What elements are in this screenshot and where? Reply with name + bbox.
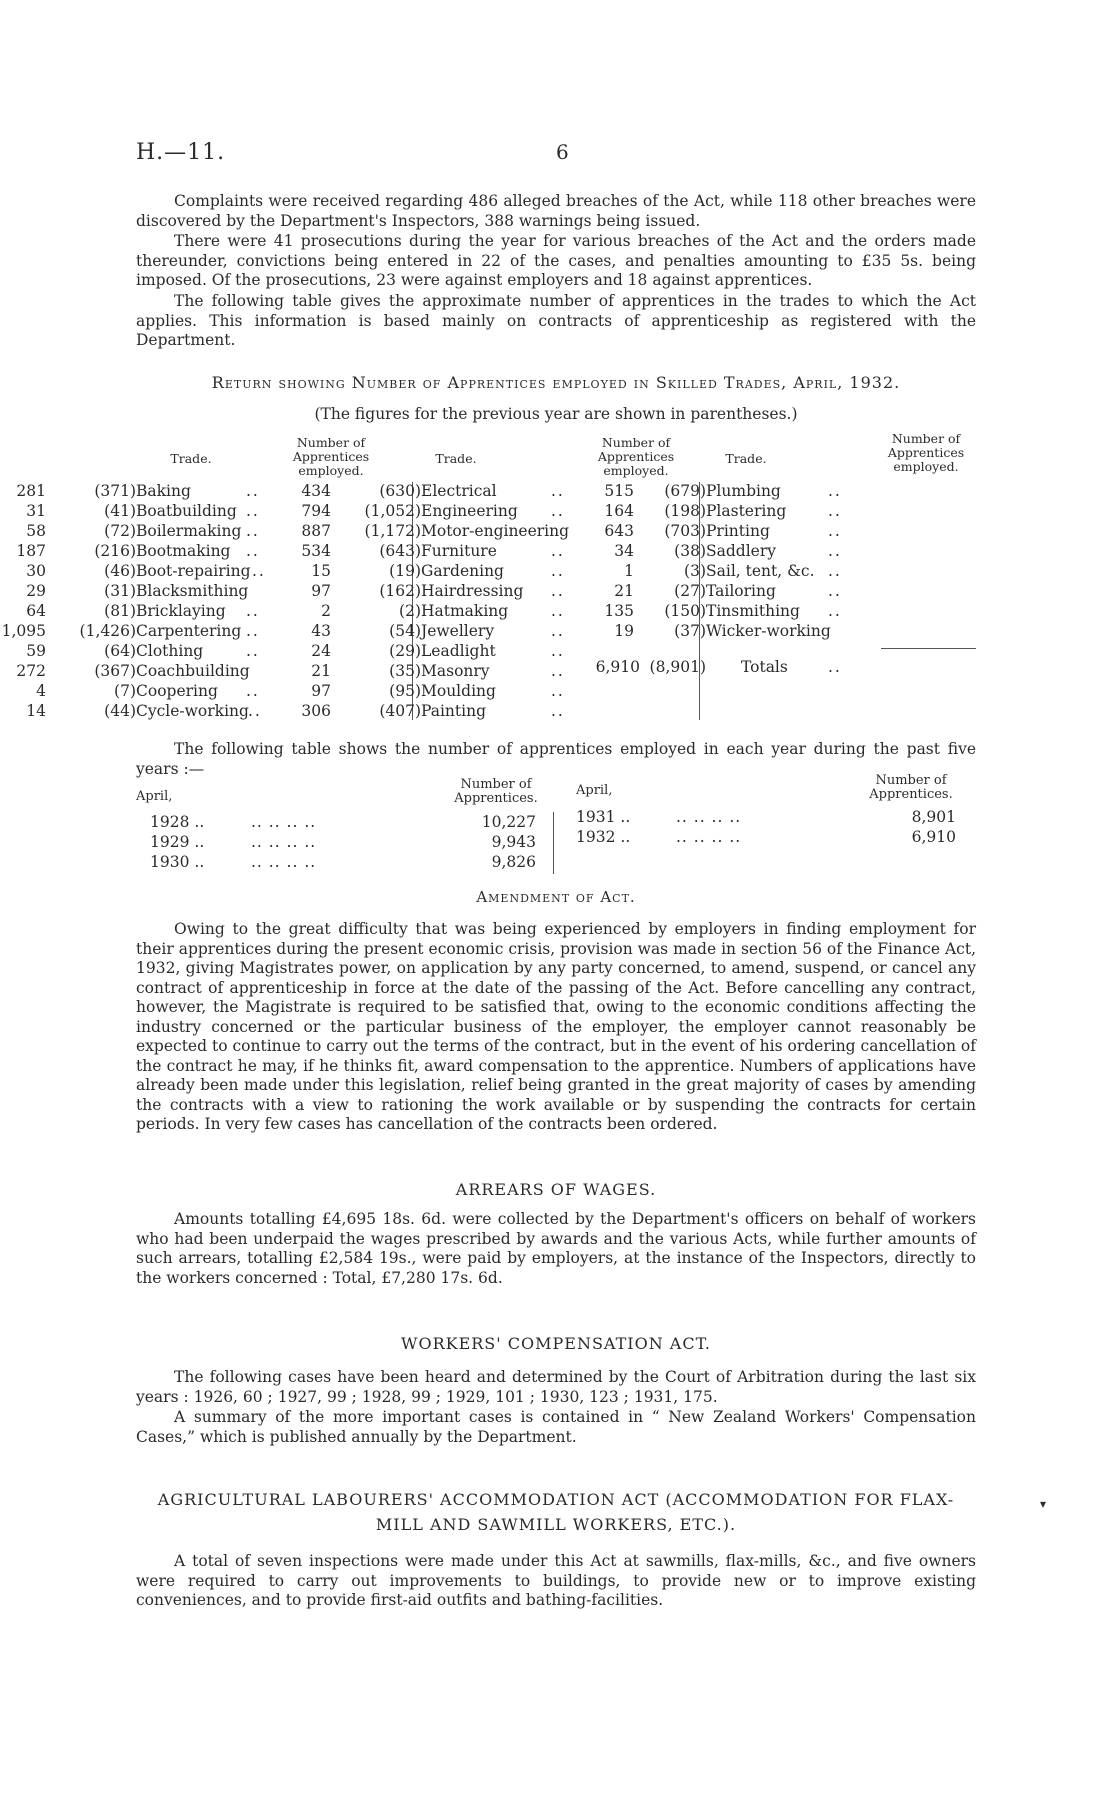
- list-item: 1930 ..: [150, 853, 205, 871]
- col2-trade-header: Trade.: [435, 451, 477, 466]
- year-value: 8,901: [911, 808, 956, 826]
- dot-leader: .. .. .. ..: [251, 833, 317, 851]
- page-header: [136, 140, 976, 170]
- list-item: 1929 ..: [150, 833, 205, 851]
- list-item: 1931 ..: [576, 808, 631, 826]
- dot-leader: .. .. .. ..: [251, 853, 317, 871]
- dot-leader: .. .. .. ..: [676, 828, 742, 846]
- margin-mark-icon: ▾: [1040, 1497, 1047, 1511]
- list-item: 1932 ..: [576, 828, 631, 846]
- report-reference: H.—11.: [136, 140, 226, 165]
- years-right-number-header: Number of Apprentices.: [869, 773, 953, 802]
- amendment-paragraph: Owing to the great difficulty that was being experienced by employers in finding employment for their apprentices during the present economic crisis, provision was made in section 56 of the Finance Act, 1932, giving Magistrates power, on application by any party concerned, to amend, suspend, or cancel any contract of apprenticeship in force at the date of the passing of the Act. Before cancelling any contract, however, the Magistrate is required to be satisfied that, owing to the economic conditions affecting the industry concerned or the particular business of the employer, the employer cannot reasonably be expected to continue to carry out the terms of the contract, but in the event of his ordering cancellation of the contract he may, if he thinks fit, award compensation to the apprentice. Numbers of applications have already been made under this legislation, relief being granted in the great majority of cases by amending the contracts with a view to rationing the work available or by suspending the contracts for certain periods. In very few cases has cancellation of the contracts been ordered.: [136, 920, 976, 1133]
- agricultural-heading-line-2: MILL AND SAWMILL WORKERS, ETC.).: [375, 1515, 737, 1534]
- amendment-heading: Amendment of Act.: [476, 888, 636, 906]
- apprentice-table-subtitle: (The figures for the previous year are shown in parentheses.): [314, 405, 798, 423]
- apprentice-table: Trade. Number of Apprentices employed. Trade. Number of Apprentices employed. Trade. Number of Apprentices employed. Baking .. 281 (371) Boatbuilding .. 31 (41) Boilermaking .. 58 (72) Bootmaking .. 187 (216) Boot-repairing .. 30 (46) Blacksmithing 29 (31) Bricklaying .. 64 (81) Carpentering .. 1,095 (1,426) Clothing .. 59 (64) Coachbuilding 272 (367) Coopering .. 4 (7) Cycle-working .. 14 (44) Electrical .. 434 (630) Engineering .. 794 (1,052) Motor-engineering 887 (1,172) Furniture .. 534 (643) Gardening .. 15 (19) Hairdressing .. 97 (162) Hatmaking .. 2 (2) Jewellery .. 43 (54) Leadlight .. 24 (29) Masonry .. 21 (35) Moulding .. 97 (95) Painting .. 306 (407) Plumbing .. 515 (679) Plastering .. 164 (198) Printing .. 643 (703) Saddlery .. 34 (38) Sail, tent, &c. .. 1 (3) Tailoring .. 21 (27) Tinsmithing .. 135 (150) Wicker-working 19 (37) Totals .. 6,910 (8,901): [136, 430, 976, 730]
- dot-leader: .. .. .. ..: [676, 808, 742, 826]
- totals-rule: [881, 648, 976, 649]
- list-item: 1928 ..: [150, 813, 205, 831]
- year-value: 9,943: [491, 833, 536, 851]
- workers-compensation-paragraph-2: A summary of the more important cases is contained in “ New Zealand Workers' Compensation Cases,” which is published annually by the Department.: [136, 1408, 976, 1446]
- workers-compensation-paragraph-1: The following cases have been heard and determined by the Court of Arbitration during the last six years : 1926, 60 ; 1927, 99 ; 1928, 99 ; 1929, 101 ; 1930, 123 ; 1931, 175.: [136, 1368, 976, 1406]
- year-value: 6,910: [911, 828, 956, 846]
- table-intro-paragraph: The following table gives the approximate number of apprentices in the trades to which the Act applies. This information is based mainly on contracts of apprenticeship as registered with the Department.: [136, 292, 976, 349]
- page-number: 6: [556, 140, 569, 164]
- apprentice-table-title: Return showing Number of Apprentices employed in Skilled Trades, April, 1932.: [211, 373, 901, 392]
- year-value: 10,227: [481, 813, 536, 831]
- agricultural-paragraph: A total of seven inspections were made under this Act at sawmills, flax-mills, &c., and five owners were required to carry out improvements to buildings, to provide new or to improve existing conveniences, and to provide first-aid outfits and bathing-facilities.: [136, 1552, 976, 1609]
- year-value: 9,826: [491, 853, 536, 871]
- complaints-paragraph: Complaints were received regarding 486 alleged breaches of the Act, while 118 other breaches were discovered by the Department's Inspectors, 388 warnings being issued.: [136, 192, 976, 230]
- prosecutions-paragraph: There were 41 prosecutions during the year for various breaches of the Act and the orders made thereunder, convictions being entered in 22 of the cases, and penalties amounting to £35 5s. being imposed. Of the prosecutions, 23 were against employers and 18 against apprentices.: [136, 232, 976, 289]
- agricultural-heading-line-1: AGRICULTURAL LABOURERS' ACCOMMODATION ACT (ACCOMMODATION FOR FLAX-: [157, 1490, 955, 1509]
- col3-number-header: Number of Apprentices employed.: [887, 431, 965, 474]
- years-table-intro: The following table shows the number of apprentices employed in each year during the past five years :—: [136, 740, 976, 778]
- col1-number-header: Number of Apprentices employed.: [292, 435, 370, 478]
- workers-compensation-heading: WORKERS' COMPENSATION ACT.: [401, 1334, 711, 1353]
- dot-leader: .. .. .. ..: [251, 813, 317, 831]
- years-table: [136, 770, 976, 880]
- years-divider: [553, 812, 554, 874]
- years-right-year-header: April,: [576, 783, 613, 798]
- years-left-year-header: April,: [136, 789, 173, 804]
- years-left-number-header: Number of Apprentices.: [454, 777, 538, 806]
- col2-number-header: Number of Apprentices employed.: [597, 435, 675, 478]
- col3-trade-header: Trade.: [725, 451, 767, 466]
- arrears-paragraph: Amounts totalling £4,695 18s. 6d. were collected by the Department's officers on behalf of workers who had been underpaid the wages prescribed by awards and the various Acts, while further amounts of such arrears, totalling £2,584 19s., were paid by employers, at the instance of the Inspectors, directly to the workers concerned : Total, £7,280 17s. 6d.: [136, 1210, 976, 1287]
- arrears-heading: ARREARS OF WAGES.: [455, 1180, 657, 1199]
- col1-trade-header: Trade.: [170, 451, 212, 466]
